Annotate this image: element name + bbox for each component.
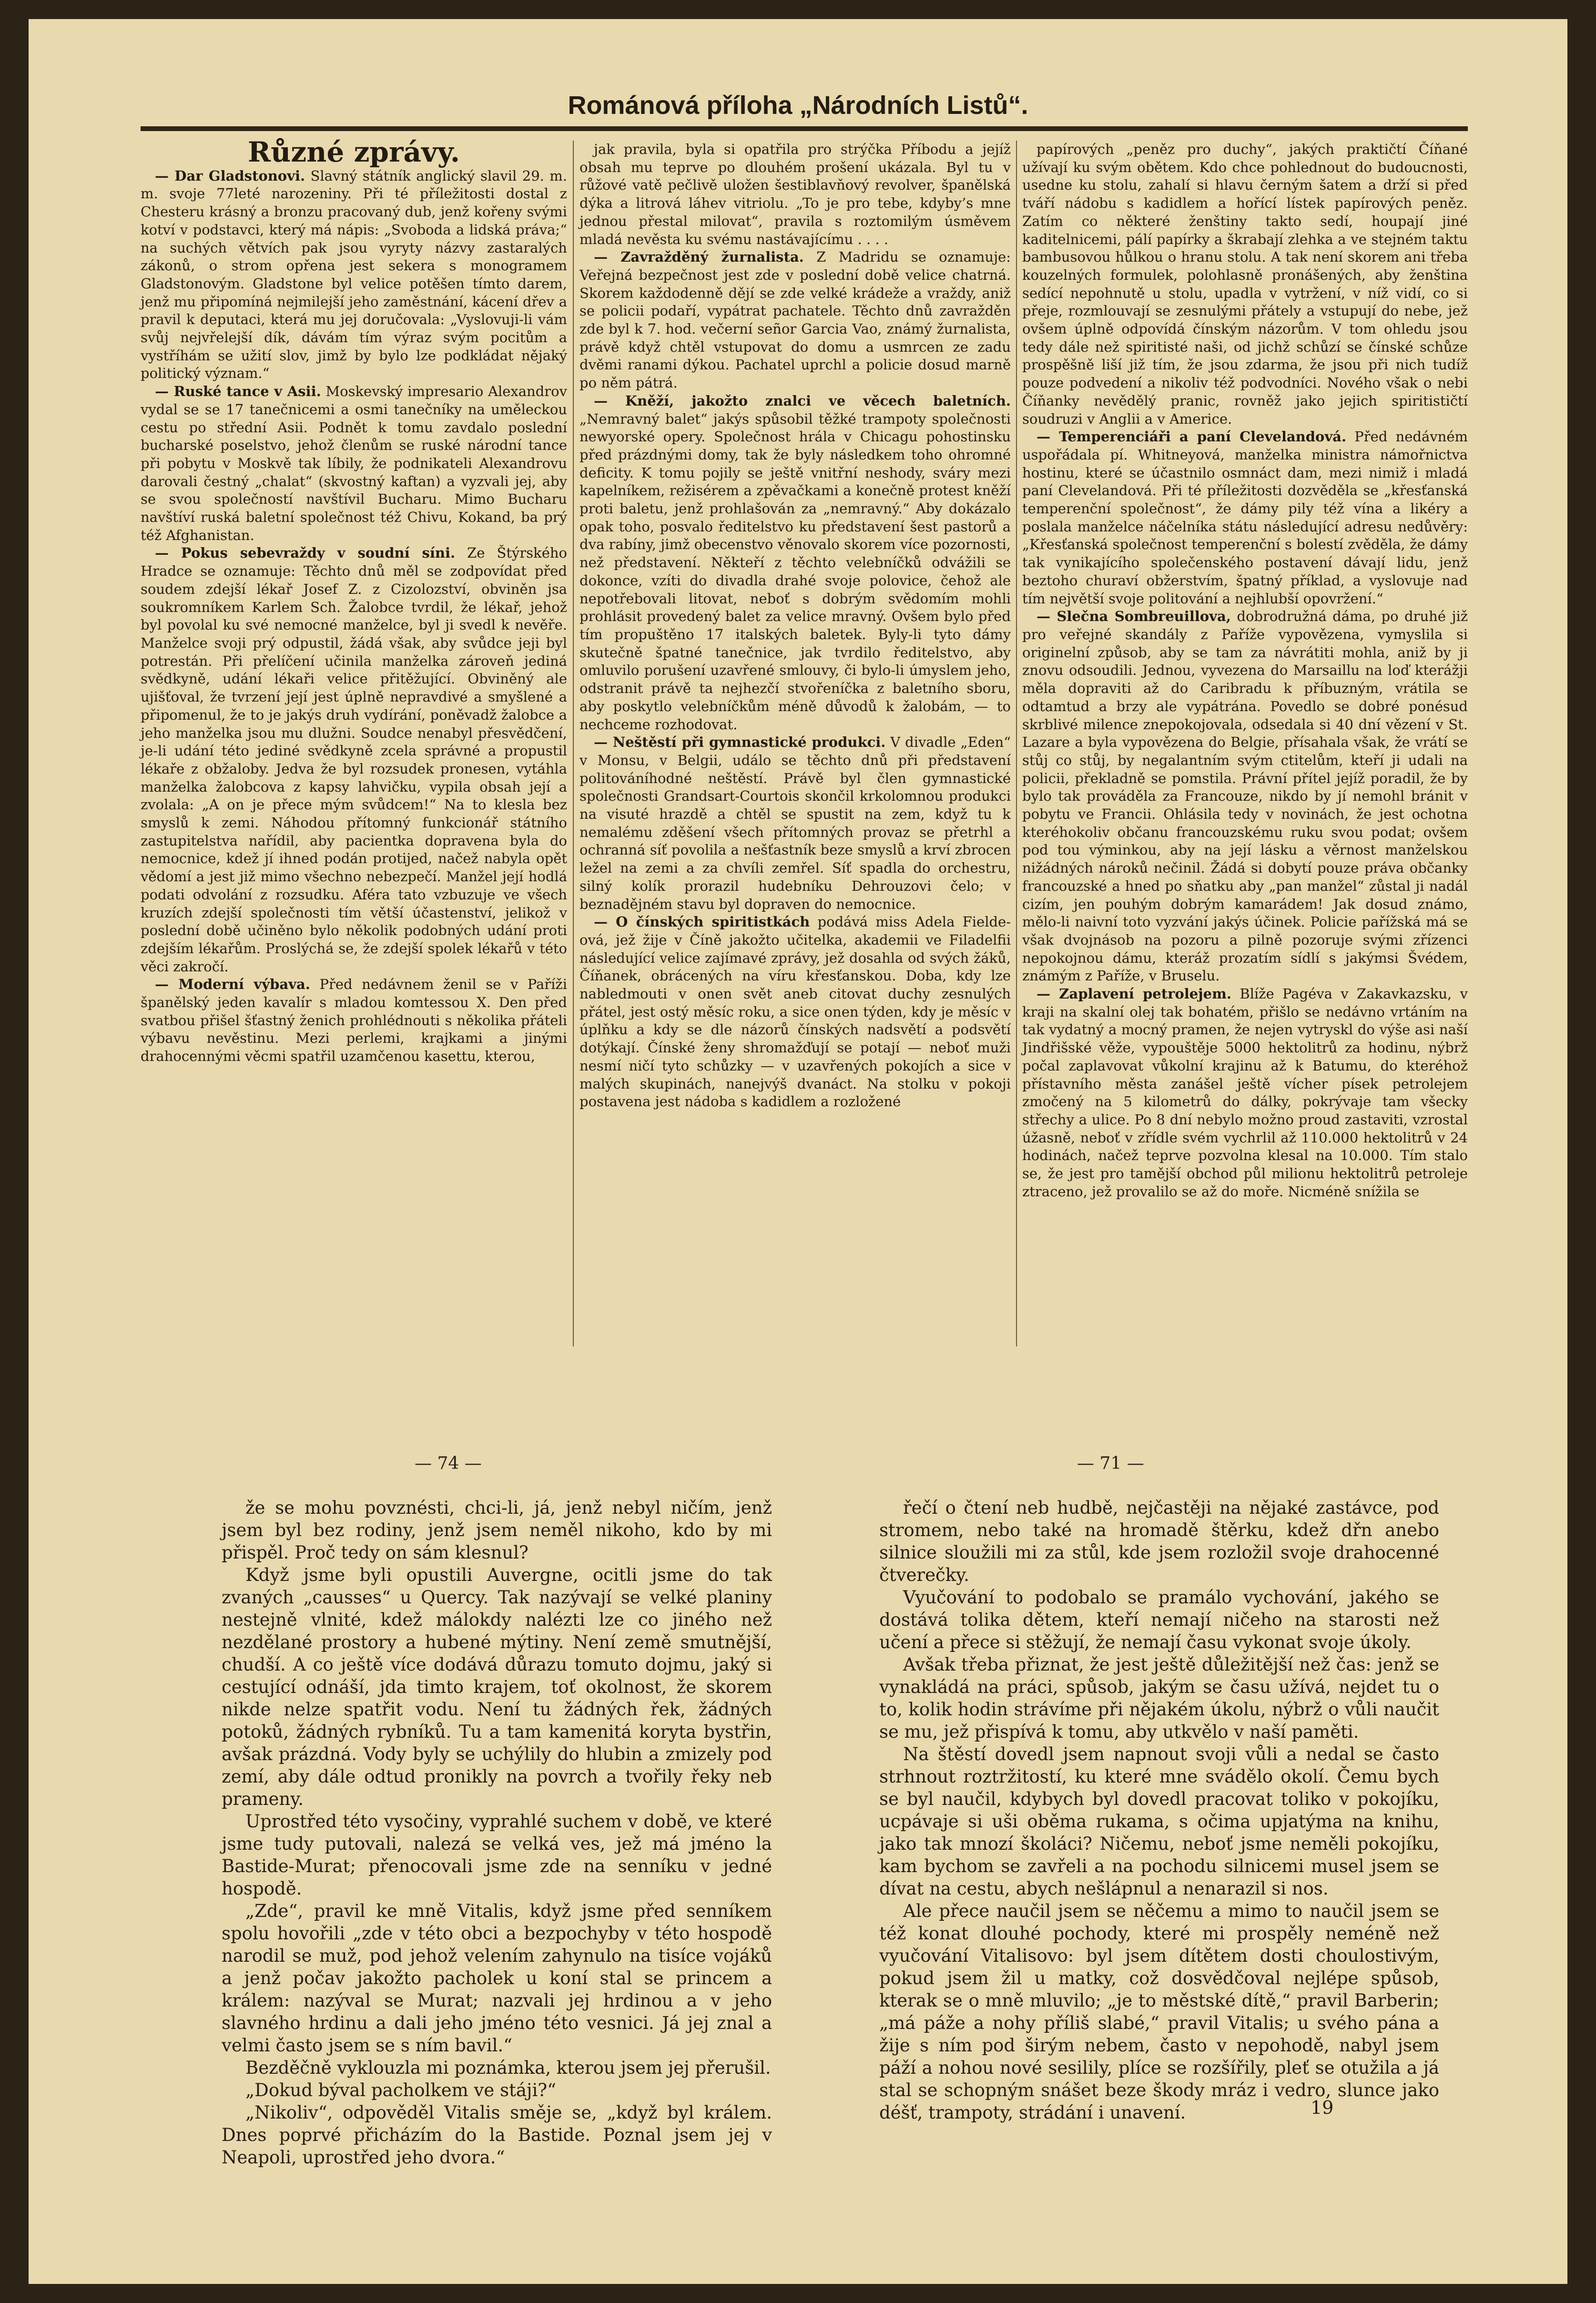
article xyxy=(1022,428,1468,608)
article-headline: — Ruské tance v Asii. xyxy=(155,383,321,400)
column-2 xyxy=(579,141,1011,1111)
header-rule xyxy=(141,126,1468,131)
page-header: Románová příloha „Národních Listů“. xyxy=(568,91,1028,120)
paragraph: Avšak třeba přiznat, že jest ještě důležitější než čas: jenž se vynakládá na práci, spůsob, jakým se času užívá, nejdet tu o to, kolik hodin strávíme při nějakém úkolu, nýbrž o vůli naučit se mu, jež přispívá k tomu, aby utkvělo v naší paměti. xyxy=(879,1654,1439,1742)
column-1-articles xyxy=(141,167,567,1066)
article-body: dobrodružná dáma, po druhé již pro veřejné skandály z Paříže vypovězena, vymyslila si originelní způsob, aby se tam za návrátiti mohla, aniž by ji znovu odsoudili. Jednou, vyvezena do Marsaillu na loď kterážji měla dopraviti až do Caribradu k příbuzným, vrátila se odtamtud a brzy ale vypátrána. Povedlo se dobré ponésud skrblivé milence znepokojovala, odsedala si 40 dní vězení v St. Lazare a byla vypovězena do Belgie, přísahala však, že vrátí se stůj co stůj, by negalantním svým ctitelům, kteří ji udali na policii, překladně se pomstila. Právní přítel jejíž poradil, že by bylo tak prováděla za Francouze, nikdo by jí nemohl bránit v pobytu ve Francii. Ohlásila tedy v novinách, že jest ochotna kteréhokoliv občanu francouzskému ruku svou podat; ovšem pod tou výminkou, aby na její lásku a věrnost manželskou nižádných nároků nečinil. Žádá si dobytí pouze práva občanky francouzské a hned po sňatku aby „pan manžel“ zůstal ji nadál cizím, jen pouhým dobrým kamarádem! Jak dosud známo, mělo-li naivní toto vyzvání jakýs účinek. Policie pařížská má se však dvojnásob na pozoru a pilně pozoruje svými zřízenci nepokojnou dámu, kteráž prozatím sídlí s jakýmsi Švédem, známým z Paříže, v Bruselu. xyxy=(1022,608,1468,984)
article-headline: — Neštěstí při gymnastické produkci. xyxy=(594,734,886,751)
column-divider xyxy=(1016,141,1017,1346)
article-headline: — Zaplavení petrolejem. xyxy=(1037,986,1231,1002)
paragraph: že se mohu povznésti, chci-li, já, jenž nebyl ničím, jenž jsem byl bez rodiny, jenž jsem neměl nikoho, kdo by mi přispěl. Proč tedy on sám klesnul? xyxy=(222,1498,772,1563)
article xyxy=(141,976,567,1066)
article-headline: — Slečna Sombreuillova, xyxy=(1037,608,1231,625)
column-2-articles xyxy=(579,141,1011,1111)
article xyxy=(579,392,1011,734)
article-body: Slavný státník anglický slavil 29. m. m. svoje 77leté narozeniny. Při té příležitosti dostal z Chesteru krásný a bronzu pracovaný dub, jenž kořeny svými kotví v podstavci, který má nápis: „Svoboda a lidská práva;“ na suchých větvích pak jsou vyryty názvy zastaralých zákonů, o strom opřena jest sekera s monogramem Gladstonovým. Gladstone byl velice potěšen tímto darem, jenž mu připomíná nejmilejší jeho zaměstnání, kácení dřev a pravil k deputaci, která mu jej doručovala: „Vyslovuji-li vám svůj nejvřelejší dík, dávám tím výraz svým pocitům a vystříhám se užití slov, jimž by bylo lze podkládat nějaký politický význam.“ xyxy=(141,167,568,382)
paragraph: „Nikoliv“, odpověděl Vitalis směje se, „když byl králem. Dnes poprvé přicházím do la Bastide. Poznal jsem jej v Neapoli, uprostřed jeho dvora.“ xyxy=(222,2102,772,2168)
newspaper-page xyxy=(29,19,1567,2284)
article xyxy=(1022,985,1468,1201)
article-headline: — Moderní výbava. xyxy=(155,976,310,993)
article-headline: — Kněží, jakožto znalci ve věcech baletních. xyxy=(594,392,1011,409)
paragraph: „Zde“, pravil ke mně Vitalis, když jsme před senníkem spolu hovořili „zde v této obci a bezpochyby v této hospodě narodil se muž, pod jehož velením zahynulo na tisíce vojáků a jenž počav jakožto pacholek u koní stal se princem a králem: nazýval se Murat; nazvali jej hrdinou a v jeho slavného hrdinu a dali jeho jméno této vesnici. Já jej znal a velmi často jsem se s ním bavil.“ xyxy=(222,1901,772,2056)
article-body: Před nedávném uspořádala pí. Whitneyová, manželka ministra námořnictva hostinu, které se účastnilo osmnáct dam, mezi nimiž i mladá paní Clevelandová. Při té příležitosti dozvěděla se „křesťanská temperenční společnost“, že dámy pily též vína a likéry a poslala manželce náčelníka státu následující adresu nedůvěry: „Křesťanská společnost temperenční s bolestí zvěděla, že dámy tak vynikajícího společenského postavení dávají lidu, jenž beztoho churaví obžerstvím, špatný příklad, a vyslovuje nad tím největší svoje politování a nejhlubší opovržení.“ xyxy=(1022,428,1468,607)
page-number-right: — 71 — xyxy=(1077,1454,1144,1473)
article-headline: — Dar Gladstonovi. xyxy=(155,167,305,184)
article-body: jak pravila, byla si opatřila pro strýčka Příbodu a jejíž obsah mu teprve po dlouhém prošení ukázala. Byl tu v růžové vatě pečlivě uložen šestiblavňový revolver, španělská dýka a litrová láhev vitriolu. „To je pro tebe, kdyby’s mne jednou přestal milovat“, pravila s roztomilým úsměvem mladá nevěsta ku svému nastávajícímu . . . . xyxy=(579,141,1011,247)
paragraph: Když jsme byli opustili Auvergne, ocitli jsme do tak zvaných „causses“ u Quercy. Tak nazývají se velké planiny nestejně vlnité, kdež málokdy nalézti lze co jiného než nezdělané prostory a hubené mýtiny. Není země smutnější, chudší. A co ještě více dodává důrazu tomuto dojmu, jaký si cestující odnáší, jda timto krajem, toť okolnost, že skorem nikde nelze spatřit vodu. Není tu žádných řek, žádných potoků, žádných rybníků. Tu a tam kamenitá koryta bystřin, avšak prázdná. Vody byly se uchýlily do hlubin a zmizely pod zemí, aby dále odtud pronikly na povrch a tvořily řeky neb prameny. xyxy=(222,1565,772,1809)
article-headline: — Pokus sebevraždy v soudní síni. xyxy=(155,545,456,561)
article-headline: — Temperenciáři a paní Clevelandová. xyxy=(1037,428,1347,445)
article xyxy=(141,544,567,976)
paragraph: „Dokud býval pacholkem ve stáji?“ xyxy=(245,2080,557,2100)
lower-right-text xyxy=(879,1497,1439,2124)
article xyxy=(141,383,567,544)
paragraph: Uprostřed této vysočiny, vyprahlé suchem v době, ve které jsme tudy putovali, nalezá se velká ves, jež má jméno la Bastide-Murat; přenocovali jsme zde na senníku v jedné hospodě. xyxy=(222,1811,772,1899)
column-3-articles xyxy=(1022,141,1468,1201)
paragraph: řečí o čtení neb hudbě, nejčastěji na nějaké zastávce, pod stromem, nebo také na hromadě štěrku, kdež dřn anebo silnice sloužili mi za stůl, kde jsem rozložil svoje drahocenné čtverečky. xyxy=(879,1498,1439,1585)
article-body: „Nemravný balet“ jakýs spůsobil těžké trampoty společnosti newyorské opery. Společnost hrála v Chicagu pohostinsku před prázdnými domy, tak že byly následkem toho ohromné deficity. K tomu pojily se ještě vnitřní neshody, sváry mezi kapelníkem, režisérem a zpěvačkami a konečně protest kněží proti baletu, jenž prohlašován za „nemravný.“ Aby dokázalo opak toho, posvalo ředitelstvo ku představení šest pastorů a dva rabíny, jimž obecenstvo věnovalo skorem více pozornosti, než představení. Někteří z těchto velebníčků odvážili se dokonce, vzíti do divadla drahé svoje polovice, čehož ale nepotřebovali litovat, neboť s dobrým svědomím mohli prohlásit provedený balet za velice mravný. Ovšem bylo před tím propuštěno 17 italských baletek. Byly-li tyto dámy skutečně špatné tanečnice, jak tvrdilo ředitelstvo, aby omluvilo porušení uzavřené smlouvy, či bylo-li úmyslem jeho, odstranit právě ta nejhezčí stvořeníčka z baletního sboru, aby poskytlo velebníčkům méně důvodů k žalobám, — to nechceme rozhodovat. xyxy=(579,410,1011,733)
lower-left-text xyxy=(222,1497,772,2169)
article-body: Blíže Pagéva v Zakavkazsku, v kraji na skalní olej tak bohatém, přišlo se nedávno vrtáním na tak vydatný a mocný pramen, že nejen vytryskl do výše asi naší Jindřišské věže, vypouštěje 5000 hektolitrů za hodinu, nýbrž počal zaplavovat vůkolní krajinu až k Batumu, do kteréhož přístavního města zanášel ještě vícher písek petrolejem zmočený na 5 kilometrů do dálky, pokrývaje tam všecky střechy a ulice. Po 8 dní nebylo možno proud zastaviti, vzrostal úžasně, neboť v zřídle svém vychrlil až 110.000 hektolitrů v 24 hodinách, načež teprve pozvolna klesal na 10.000. Tím stalo se, že jest pro tamější obchod půl milionu hektolitrů petroleje ztraceno, jež provalilo se až do moře. Nicméně snížila se xyxy=(1022,986,1468,1200)
article-body: Moskevský impresario Alexandrov vydal se se 17 tanečnicemi a osmi tanečníky na uměleckou cestu po střední Asii. Podnět k tomu zavdalo poslední bucharské poselstvo, jehož členům se ruské národní tance při pobytu v Moskvě tak líbily, že podnikateli Alexandrovu darovali čestný „chalat“ (skvostný kaftan) a vyzvali jej, aby se svou společností navštívil Bucharu. Mimo Bucharu navštíví ruská baletní společnost též Chivu, Kokand, ba prý též Afghanistan. xyxy=(141,383,567,543)
section-title: Různé zprávy. xyxy=(247,136,460,168)
paragraph: Vyučování to podobalo se pramálo vychování, jakého se dostává tolika dětem, kteří nemají ničeho na starosti než učení a přece si stěžují, že nemají času vykonat svoje úkoly. xyxy=(879,1587,1439,1652)
paragraph: Na štěstí dovedl jsem napnout svoji vůli a nedal se často strhnout roztržitostí, ku které mne svádělo okolí. Čemu bych se byl naučil, kdybych byl dovedl pracovat toliko v pokojíku, ucpávaje si uši oběma rukama, s očima upjatýma na knihu, jako tak mnozí školáci? Ničemu, neboť jsme neměli pokojíku, kam bychom se zavřeli a na pochodu silnicemi musel jsem se dívat na cestu, abych nešlápnul a nenarazil si nos. xyxy=(879,1744,1439,1899)
footer-page-number: 19 xyxy=(1311,2097,1334,2118)
article xyxy=(141,167,567,383)
article xyxy=(579,141,1011,248)
article-headline: — Zavražděný žurnalista. xyxy=(594,249,804,265)
column-1 xyxy=(141,136,568,1066)
page-number-left: — 74 — xyxy=(415,1454,482,1473)
column-3 xyxy=(1022,141,1468,1201)
article xyxy=(1022,608,1468,985)
paragraph: Bezděčně vyklouzla mi poznámka, kterou jsem jej přerušil. xyxy=(245,2058,771,2078)
article-headline: — O čínských spiritistkách xyxy=(594,914,810,930)
article-body: Ze Štýrského Hradce se oznamuje: Těchto dnů měl se zodpovídat před soudem zdejší lékař Josef Z. z Cizolozství, obviněn jsa soukromníkem Karlem Sch. Žalobce tvrdil, že lékař, jehož byl povolal ku své nemocné manželce, byl ji svedl k nevěře. Manželce svoji prý odpustil, žádá však, aby svůdce jeji byl potrestán. Při přelíčení učinila manželka zároveň jediná svědkyně, udání lékaři velice přitěžující. Obviněný ale ujišťoval, že tvrzení její jest úplně nepravdivé a smyšlené a připomenul, že to je jakýs druh vydírání, poněvadž žalobce a jeho manželka jsou mu dlužni. Soudce nenabyl přesvědčení, je-li udání této jediné svědkyně zcela správné a propustil lékaře z obžaloby. Jedva že byl rozsudek pronesen, vytáhla manželka žalobcova z kapsy lahvičku, vypila obsah její a zvolala: „A on je přece mým svůdcem!“ Na to klesla bez smyslů k zemi. Náhodou přítomný funkcionář státního zastupitelstva nařídil, aby pacientka dopravena byla do nemocnice, kdež jí ihned podán protijed, načež nabyla opět vědomí a jest již mimo všechno nebezpečí. Manžel její hodlá podati odvolání z rozsudku. Aféra tato vzbuzuje ve všech kruzích zdejší společnosti tím větší účastenství, jelikož v poslední době učiněno bylo několik podobných udání proti zdejším lékařům. Proslýchá se, že zdejší spolek lékařů v této věci zakročí. xyxy=(141,545,568,975)
article xyxy=(1022,141,1468,428)
article-body: V divadle „Eden“ v Monsu, v Belgii, událo se těchto dnů při představení politováníhodné neštěstí. Právě byl člen gymnastické společnosti Grandsart-Courtois skončil krkolomnou produkci na visuté hrazdě a chtěl se spustit na zem, když tu k nemalému zděšení všech přítomných provaz se přetrhl a ochranná síť povolila a nešťastník beze smyslů a krví zbrocen ležel na zemi a za chvíli zemřel. Síť spadla do orchestru, silný kolík prorazil hudebníku Dehrouzovi čelo; v beznadějném stavu byl dopraven do nemocnice. xyxy=(579,734,1011,912)
article-body: podává miss Adela Fielde-ová, jež žije v Číně jakožto učitelka, akademii ve Filadelfii následující velice zajímavé zprávy, jež dosahla od svých žáků, Číňanek, obrácených na víru křesťanskou. Doba, kdy lze nabledmouti v onen svět aneb citovat duchy zesnulých přátel, jest ostý měsíc roku, a sice onen týden, kdy je měsíc v úplňku a kdy se dle názorů čínských nadsvětí a podsvětí dotýkají. Čínské ženy shromažďují se potají — neboť muži nesmí ničí tyto schůzky — v uzavřených pokojích a sice v malých skupinách, nanejvýš dvanáct. Na stolku v pokoji postavena jest nádoba s kadidlem a rozložené xyxy=(579,914,1011,1110)
article xyxy=(579,913,1011,1111)
article xyxy=(579,248,1011,392)
article-body: Před nedávnem ženil se v Paříži španělský jeden kavalír s mladou komtessou X. Den před svatbou přišel šťastný ženich prohlédnouti s několika přáteli výbavu nevěstinu. Mezi perlemi, krajkami a jinými drahocennými věcmi spatřil uzamčenou kasettu, kterou, xyxy=(141,976,567,1065)
article-body: Z Madridu se oznamuje: Veřejná bezpečnost jest zde v poslední době velice chatrná. Skorem každodenně dějí se zde velké krádeže a vraždy, aniž se policii podaří, vypátrat pachatele. Těchto dnů zavražděn zde byl k 7. hod. večerní señor Garcia Vao, známý žurnalista, právě když chtěl vstupovat do domu a usmrcen ze zadu dvěmi ranami dýkou. Pachatel uprchl a policie dosud marně po něm pátrá. xyxy=(579,249,1011,391)
column-divider xyxy=(573,141,574,1346)
paragraph: Ale přece naučil jsem se něčemu a mimo to naučil jsem se též konat dlouhé pochody, které mi prospěly neméně než vyučování Vitalisovo: byl jsem dítětem dosti choulostivým, pokud jsem žil u matky, což dosvědčoval nejlépe spůsob, kterak se o mně mluvilo; „je to městské dítě,“ pravil Barberin; „má páže a nohy příliš slabé,“ pravil Vitalis; u svého pána a žije s ním pod širým nebem, často v nepohodě, nabyl jsem páží a nohou nové sesilily, plíce se rozšířily, pleť se otužila a já stal se schopným snášet beze škody mráz i vedro, slunce jako déšť, trampoty, strádání i unavení. xyxy=(879,1901,1439,2123)
article xyxy=(579,734,1011,913)
article-body: papírových „peněz pro duchy“, jakých praktičtí Číňané užívají ku svým obětem. Kdo chce pohlednout do budoucnosti, usedne ku stolu, zahalí si hlavu černým šatem a drží si před tváří nádobu s kadidlem a hořící lístek papírových peněz. Zatím co některé ženštiny takto sedí, houpají jiné kaditelnicemi, pálí papírky a škrabají zlehka a ve stejném taktu bambusovou hůlkou o hranu stolu. A tak není skorem ani třeba kouzelných formulek, polohlasně pronášených, aby ženština sedící nepohnutě u stolu, upadla v vytržení, v níž vidí, co si přeje, rozmlouvají se zesnulými přátely a vstupují do nebe, jež ovšem úplně odpovídá čínským názorům. V tom ohledu jsou tedy dále než spiritisté naši, od jichž schůzí se čínské schůze prospěšně liší již tím, že jsou zdarma, že jsou při nich tudíž pouze podvedení a nikoliv též podvodníci. Nového však o nebi Číňanky nevědělý pranic, rovněž jako jejich spiritističtí soudruzi v Anglii a v Americe. xyxy=(1022,141,1468,427)
